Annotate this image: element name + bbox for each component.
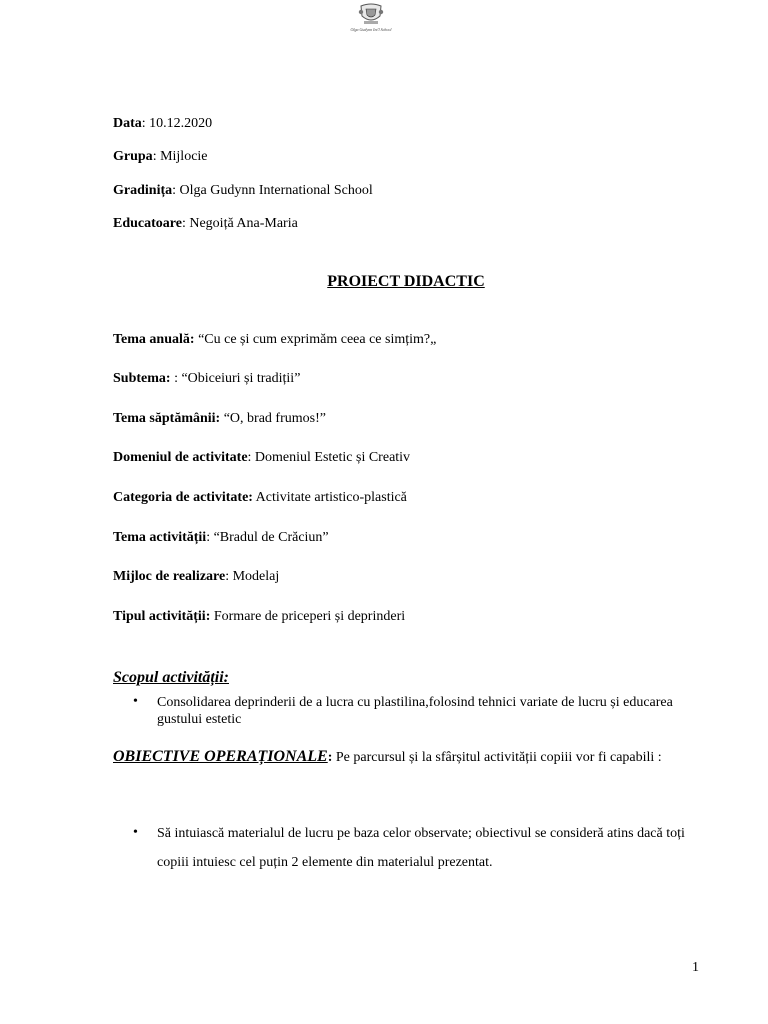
page-number: 1: [692, 960, 699, 975]
school-logo: [340, 2, 402, 38]
detail-activity-type: Tipul activității: Formare de priceperi și deprinderi: [113, 609, 406, 624]
detail-method: Mijloc de realizare: Modelaj: [113, 569, 280, 584]
detail-activity-theme: Tema activității: “Bradul de Crăciun”: [113, 530, 329, 545]
school-crest-icon: [358, 2, 384, 26]
detail-subtheme: Subtema: : “Obiceiuri și tradiții”: [113, 371, 301, 386]
scope-bullet-text: Consolidarea deprinderii de a lucra cu plastilina,folosind tehnici variate de lucru și educarea gustului estetic: [157, 695, 673, 727]
detail-domain: Domeniul de activitate: Domeniul Estetic și Creativ: [113, 450, 411, 465]
info-kindergarten: Gradinița: Olga Gudynn International School: [113, 183, 373, 198]
scope-heading: Scopul activității:: [113, 669, 229, 686]
info-group: Grupa: Mijlocie: [113, 149, 208, 164]
info-date: Data: 10.12.2020: [113, 116, 213, 131]
document-title: PROIECT DIDACTIC: [327, 273, 485, 290]
detail-week-theme: Tema săptămânii: “O, brad frumos!”: [113, 411, 326, 426]
info-teacher: Educatoare: Negoiță Ana-Maria: [113, 216, 298, 231]
logo-caption: Olga Gudynn Int'l School: [350, 27, 392, 32]
objective-bullet-text: Să intuiască materialul de lucru pe baza celor observate; obiectivul se consideră atins dacă toți copiii intuiesc cel puțin 2 elemente din materialul prezentat.: [157, 826, 685, 870]
objectives-heading: OBIECTIVE OPERAȚIONALE: Pe parcursul și la sfârșitul activității copiii vor fi capabili :: [113, 748, 662, 765]
detail-category: Categoria de activitate: Activitate artistico-plastică: [113, 490, 407, 505]
bullet-icon: •: [133, 694, 138, 709]
detail-annual-theme: Tema anuală: “Cu ce și cum exprimăm ceea ce simțim?„: [113, 332, 437, 347]
bullet-icon: •: [133, 825, 138, 840]
